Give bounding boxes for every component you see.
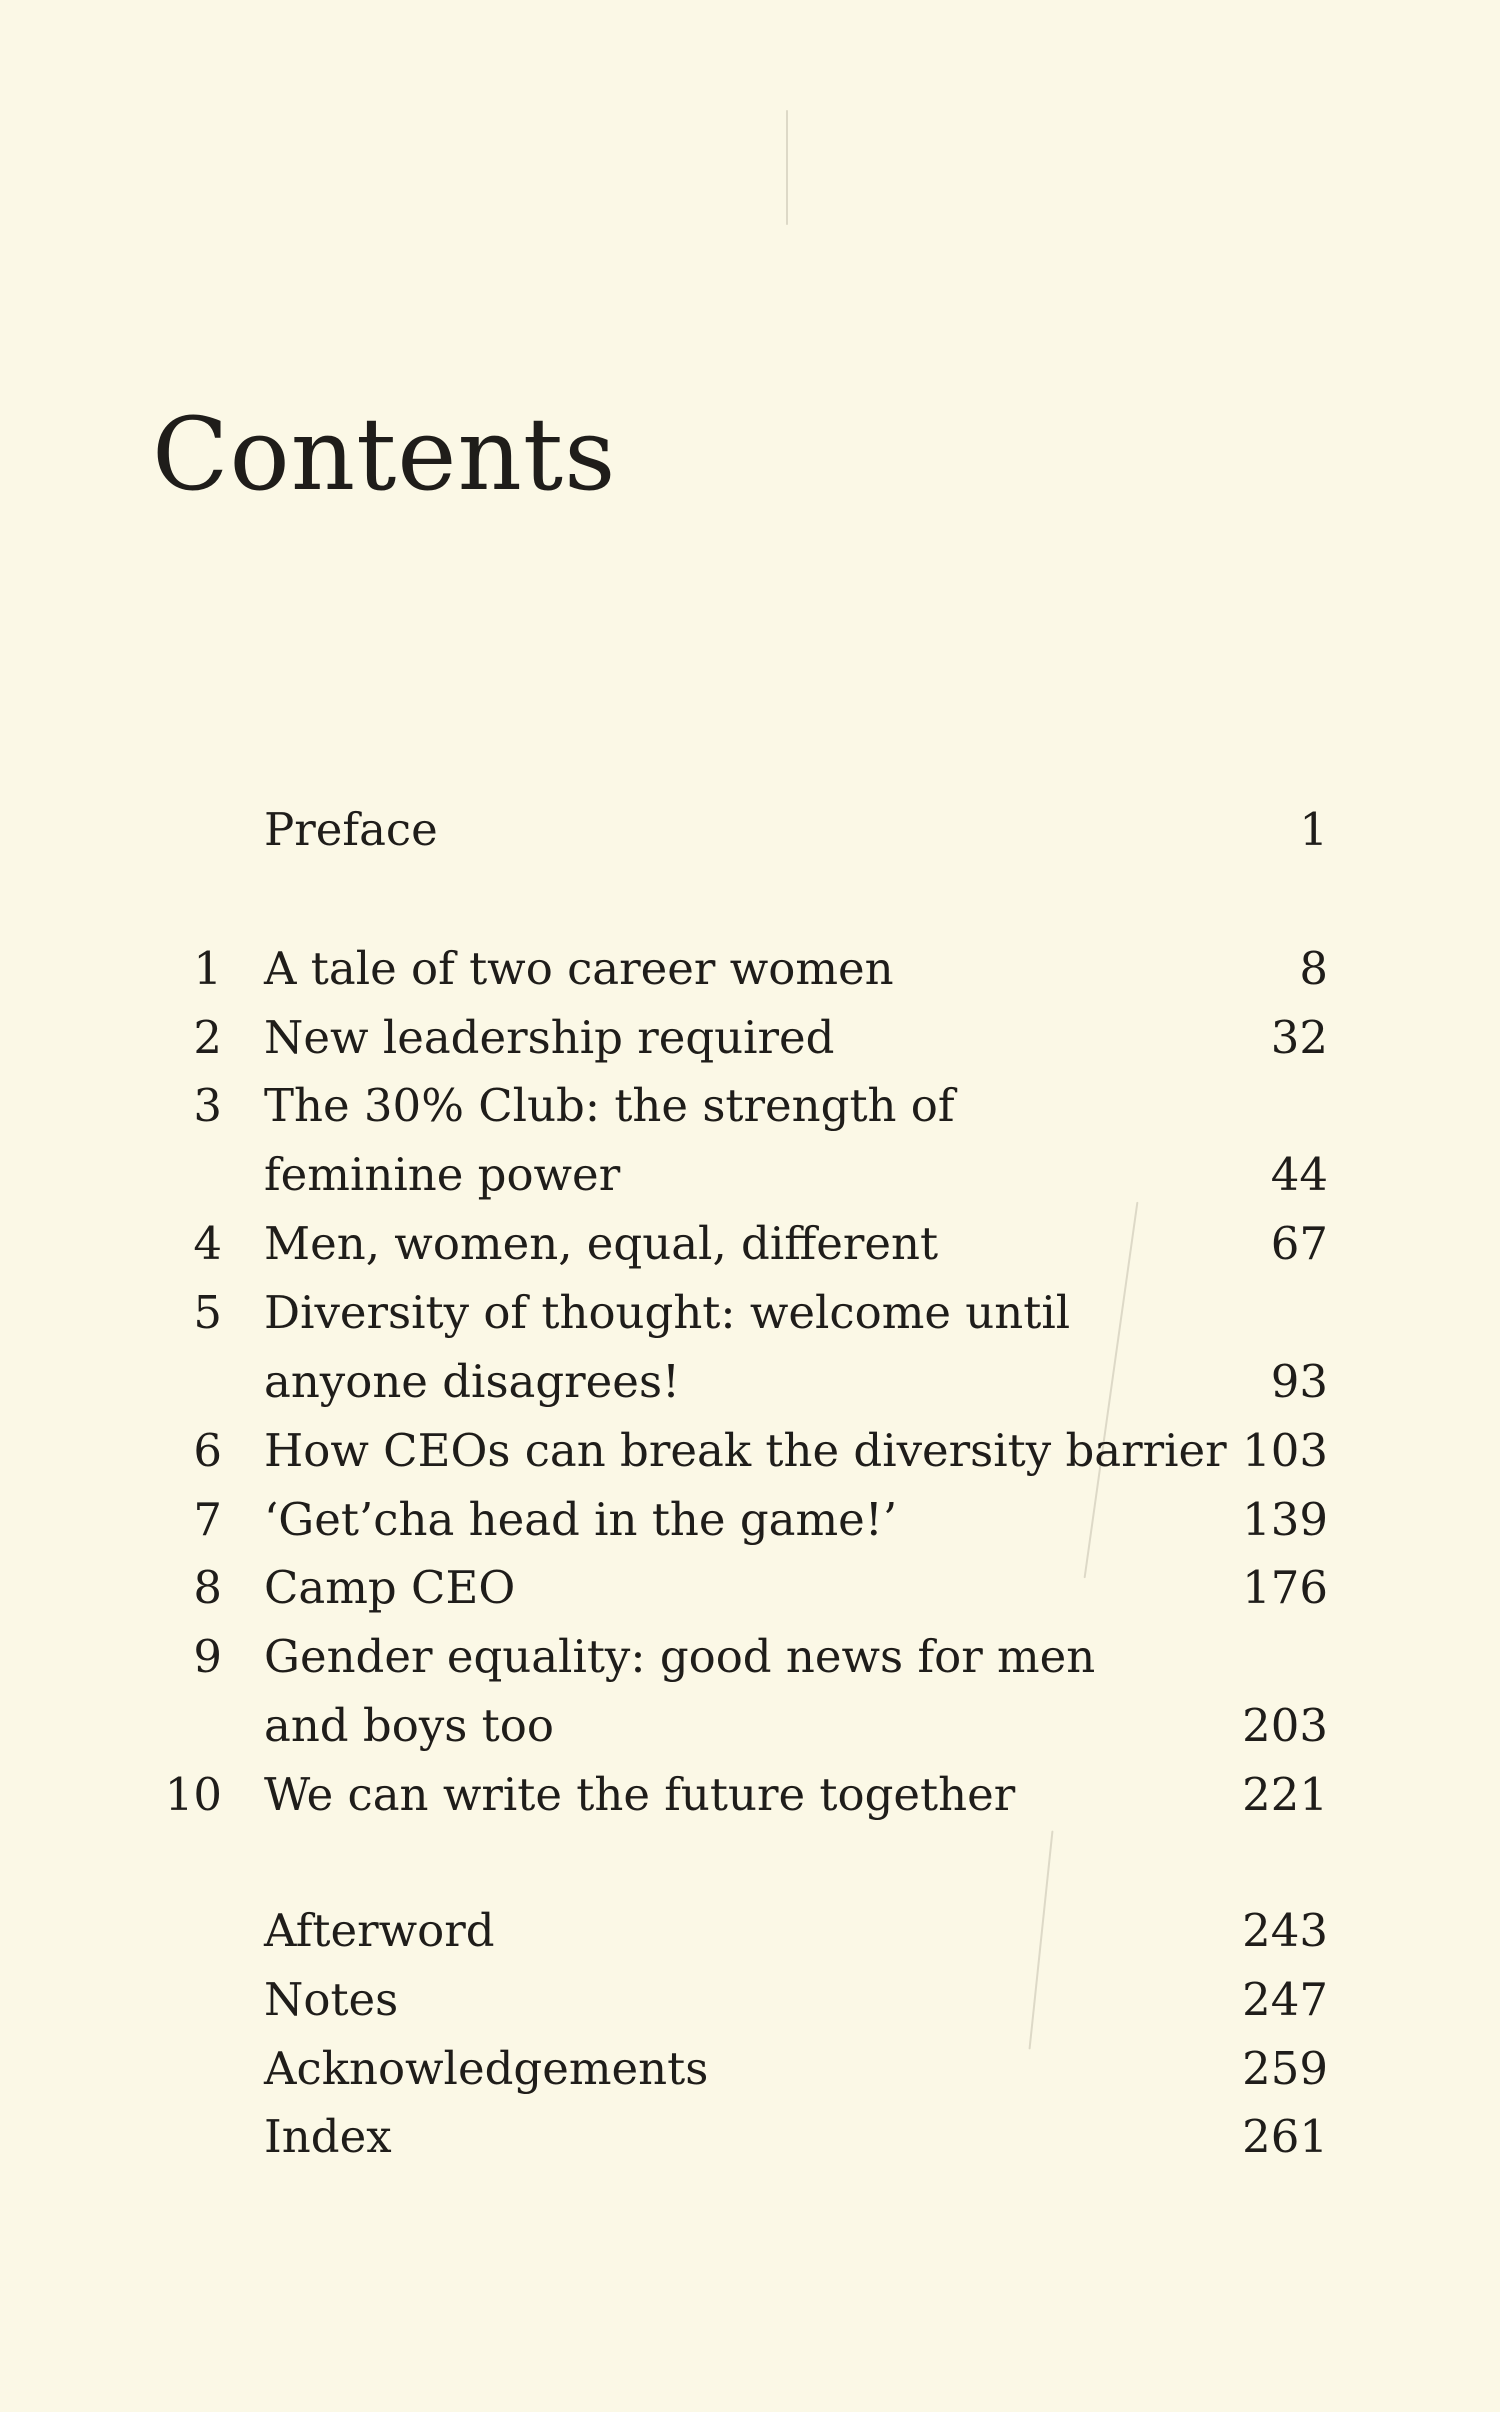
toc-row-chapter-8: [0, 1555, 1500, 1621]
chapter-title: New leadership required: [264, 1011, 835, 1064]
chapter-number: 8: [193, 1561, 222, 1614]
page-title: Contents: [152, 396, 617, 513]
toc-row-chapter-7: [0, 1487, 1500, 1553]
toc-row-index: [0, 2104, 1500, 2170]
toc-row-chapter-9: [0, 1624, 1500, 1690]
chapter-number: 4: [193, 1217, 222, 1270]
toc-row-chapter-2: [0, 1005, 1500, 1071]
chapter-title: A tale of two career women: [264, 942, 894, 995]
page-number: 44: [1270, 1148, 1328, 1201]
toc-row-chapter-9-cont: [0, 1693, 1500, 1759]
chapter-title: Acknowledgements: [264, 2042, 709, 2095]
page-number: 176: [1242, 1561, 1328, 1614]
chapter-title: Men, women, equal, different: [264, 1217, 939, 1270]
toc-row-afterword: [0, 1898, 1500, 1964]
toc-row-preface: [0, 797, 1500, 863]
page-number: 93: [1270, 1355, 1328, 1408]
paper-crease: [786, 110, 788, 225]
toc-row-notes: [0, 1967, 1500, 2033]
toc-row-chapter-10: [0, 1762, 1500, 1828]
chapter-number: 7: [193, 1493, 222, 1546]
toc-row-chapter-3-cont: [0, 1142, 1500, 1208]
chapter-number: 3: [193, 1079, 222, 1132]
toc-row-chapter-1: [0, 936, 1500, 1002]
page-number: 261: [1242, 2110, 1328, 2163]
chapter-title: Diversity of thought: welcome until: [264, 1286, 1071, 1339]
toc-row-chapter-5-cont: [0, 1349, 1500, 1415]
page-number: 247: [1242, 1973, 1328, 2026]
toc-row-acknowledgements: [0, 2036, 1500, 2102]
chapter-title: anyone disagrees!: [264, 1355, 681, 1408]
chapter-title: Notes: [264, 1973, 399, 2026]
page-number: 243: [1242, 1904, 1328, 1957]
page-number: 139: [1242, 1493, 1328, 1546]
chapter-number: 10: [164, 1768, 222, 1821]
chapter-number: 1: [193, 942, 222, 995]
chapter-title: and boys too: [264, 1699, 554, 1752]
chapter-title: How CEOs can break the diversity barrier: [264, 1424, 1227, 1477]
chapter-title: Camp CEO: [264, 1561, 516, 1614]
toc-row-chapter-5: [0, 1280, 1500, 1346]
chapter-number: 5: [193, 1286, 222, 1339]
chapter-title: The 30% Club: the strength of: [264, 1079, 955, 1132]
toc-row-chapter-6: [0, 1418, 1500, 1484]
toc-row-chapter-3: [0, 1073, 1500, 1139]
page-number: 203: [1242, 1699, 1328, 1752]
chapter-title: Gender equality: good news for men: [264, 1630, 1096, 1683]
chapter-number: 2: [193, 1011, 222, 1064]
chapter-title: ‘Get’cha head in the game!’: [264, 1493, 898, 1546]
chapter-title: feminine power: [264, 1148, 621, 1201]
chapter-title: Index: [264, 2110, 392, 2163]
toc-row-chapter-4: [0, 1211, 1500, 1277]
chapter-title: Afterword: [264, 1904, 495, 1957]
page-number: 1: [1299, 803, 1328, 856]
page-number: 259: [1242, 2042, 1328, 2095]
page-number: 8: [1299, 942, 1328, 995]
page-number: 32: [1270, 1011, 1328, 1064]
chapter-title: Preface: [264, 803, 438, 856]
page-number: 221: [1242, 1768, 1328, 1821]
page-number: 67: [1270, 1217, 1328, 1270]
chapter-title: We can write the future together: [264, 1768, 1016, 1821]
page-number: 103: [1242, 1424, 1328, 1477]
chapter-number: 9: [193, 1630, 222, 1683]
chapter-number: 6: [193, 1424, 222, 1477]
